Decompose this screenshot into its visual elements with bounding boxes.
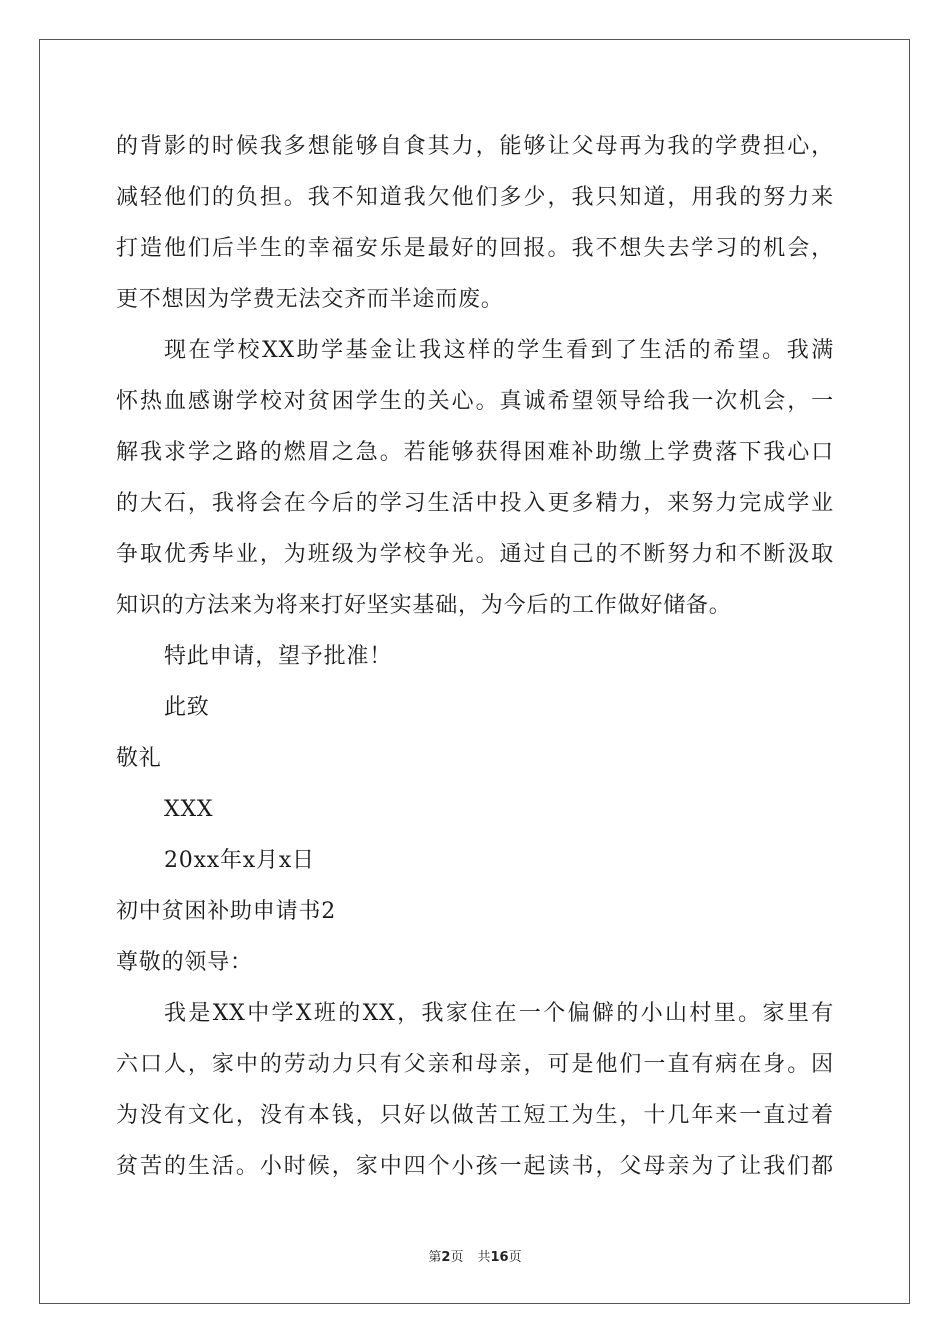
document-body: [116, 125, 834, 1196]
text-line: 我是XX中学X班的XX，我家住在一个偏僻的小山村里。家里有: [164, 1001, 834, 1026]
text-line: 更不想因为学费无法交齐而半途而废。: [116, 287, 504, 312]
section-title: 初中贫困补助申请书2: [116, 899, 336, 924]
text-line: 的大石，我将会在今后的学习生活中投入更多精力，来努力完成学业: [116, 491, 834, 516]
text-line: 为没有文化，没有本钱，只好以做苦工短工为生，十几年来一直过着: [116, 1103, 834, 1128]
total-pages: 16: [490, 1250, 509, 1265]
salutation-closing: 此致: [164, 695, 210, 720]
text-line: 打造他们后半生的幸福安乐是最好的回报。我不想失去学习的机会，: [116, 236, 834, 261]
total-suffix: 页: [508, 1250, 522, 1265]
text-line: 知识的方法来为将来打好坚实基础，为今后的工作做好储备。: [116, 593, 732, 618]
signature-date: 20xx年x月x日: [164, 848, 315, 873]
text-line: 六口人，家中的劳动力只有父亲和母亲，可是他们一直有病在身。因: [116, 1052, 834, 1077]
greeting: 尊敬的领导：: [116, 950, 253, 975]
page-suffix: 页: [450, 1250, 464, 1265]
page-number: 2: [441, 1250, 451, 1265]
signature-name: XXX: [164, 797, 214, 822]
page-footer: [0, 1246, 950, 1265]
text-line: 解我求学之路的燃眉之急。若能够获得困难补助缴上学费落下我心口: [116, 440, 834, 465]
text-line: 的背影的时候我多想能够自食其力，能够让父母再为我的学费担心，: [116, 134, 834, 159]
text-line: 争取优秀毕业，为班级为学校争光。通过自己的不断努力和不断汲取: [116, 542, 834, 567]
text-line: 贫苦的生活。小时候，家中四个小孩一起读书，父母亲为了让我们都: [116, 1154, 834, 1179]
salutation-respect: 敬礼: [116, 746, 162, 771]
text-line: 特此申请，望予批准！: [164, 644, 393, 669]
text-line: 怀热血感谢学校对贫困学生的关心。真诚希望领导给我一次机会，一: [116, 389, 834, 414]
page-prefix: 第: [428, 1250, 442, 1265]
total-prefix: 共: [477, 1250, 491, 1265]
text-line: 现在学校XX助学基金让我这样的学生看到了生活的希望。我满: [164, 338, 834, 363]
text-line: 减轻他们的负担。我不知道我欠他们多少，我只知道，用我的努力来: [116, 185, 834, 210]
